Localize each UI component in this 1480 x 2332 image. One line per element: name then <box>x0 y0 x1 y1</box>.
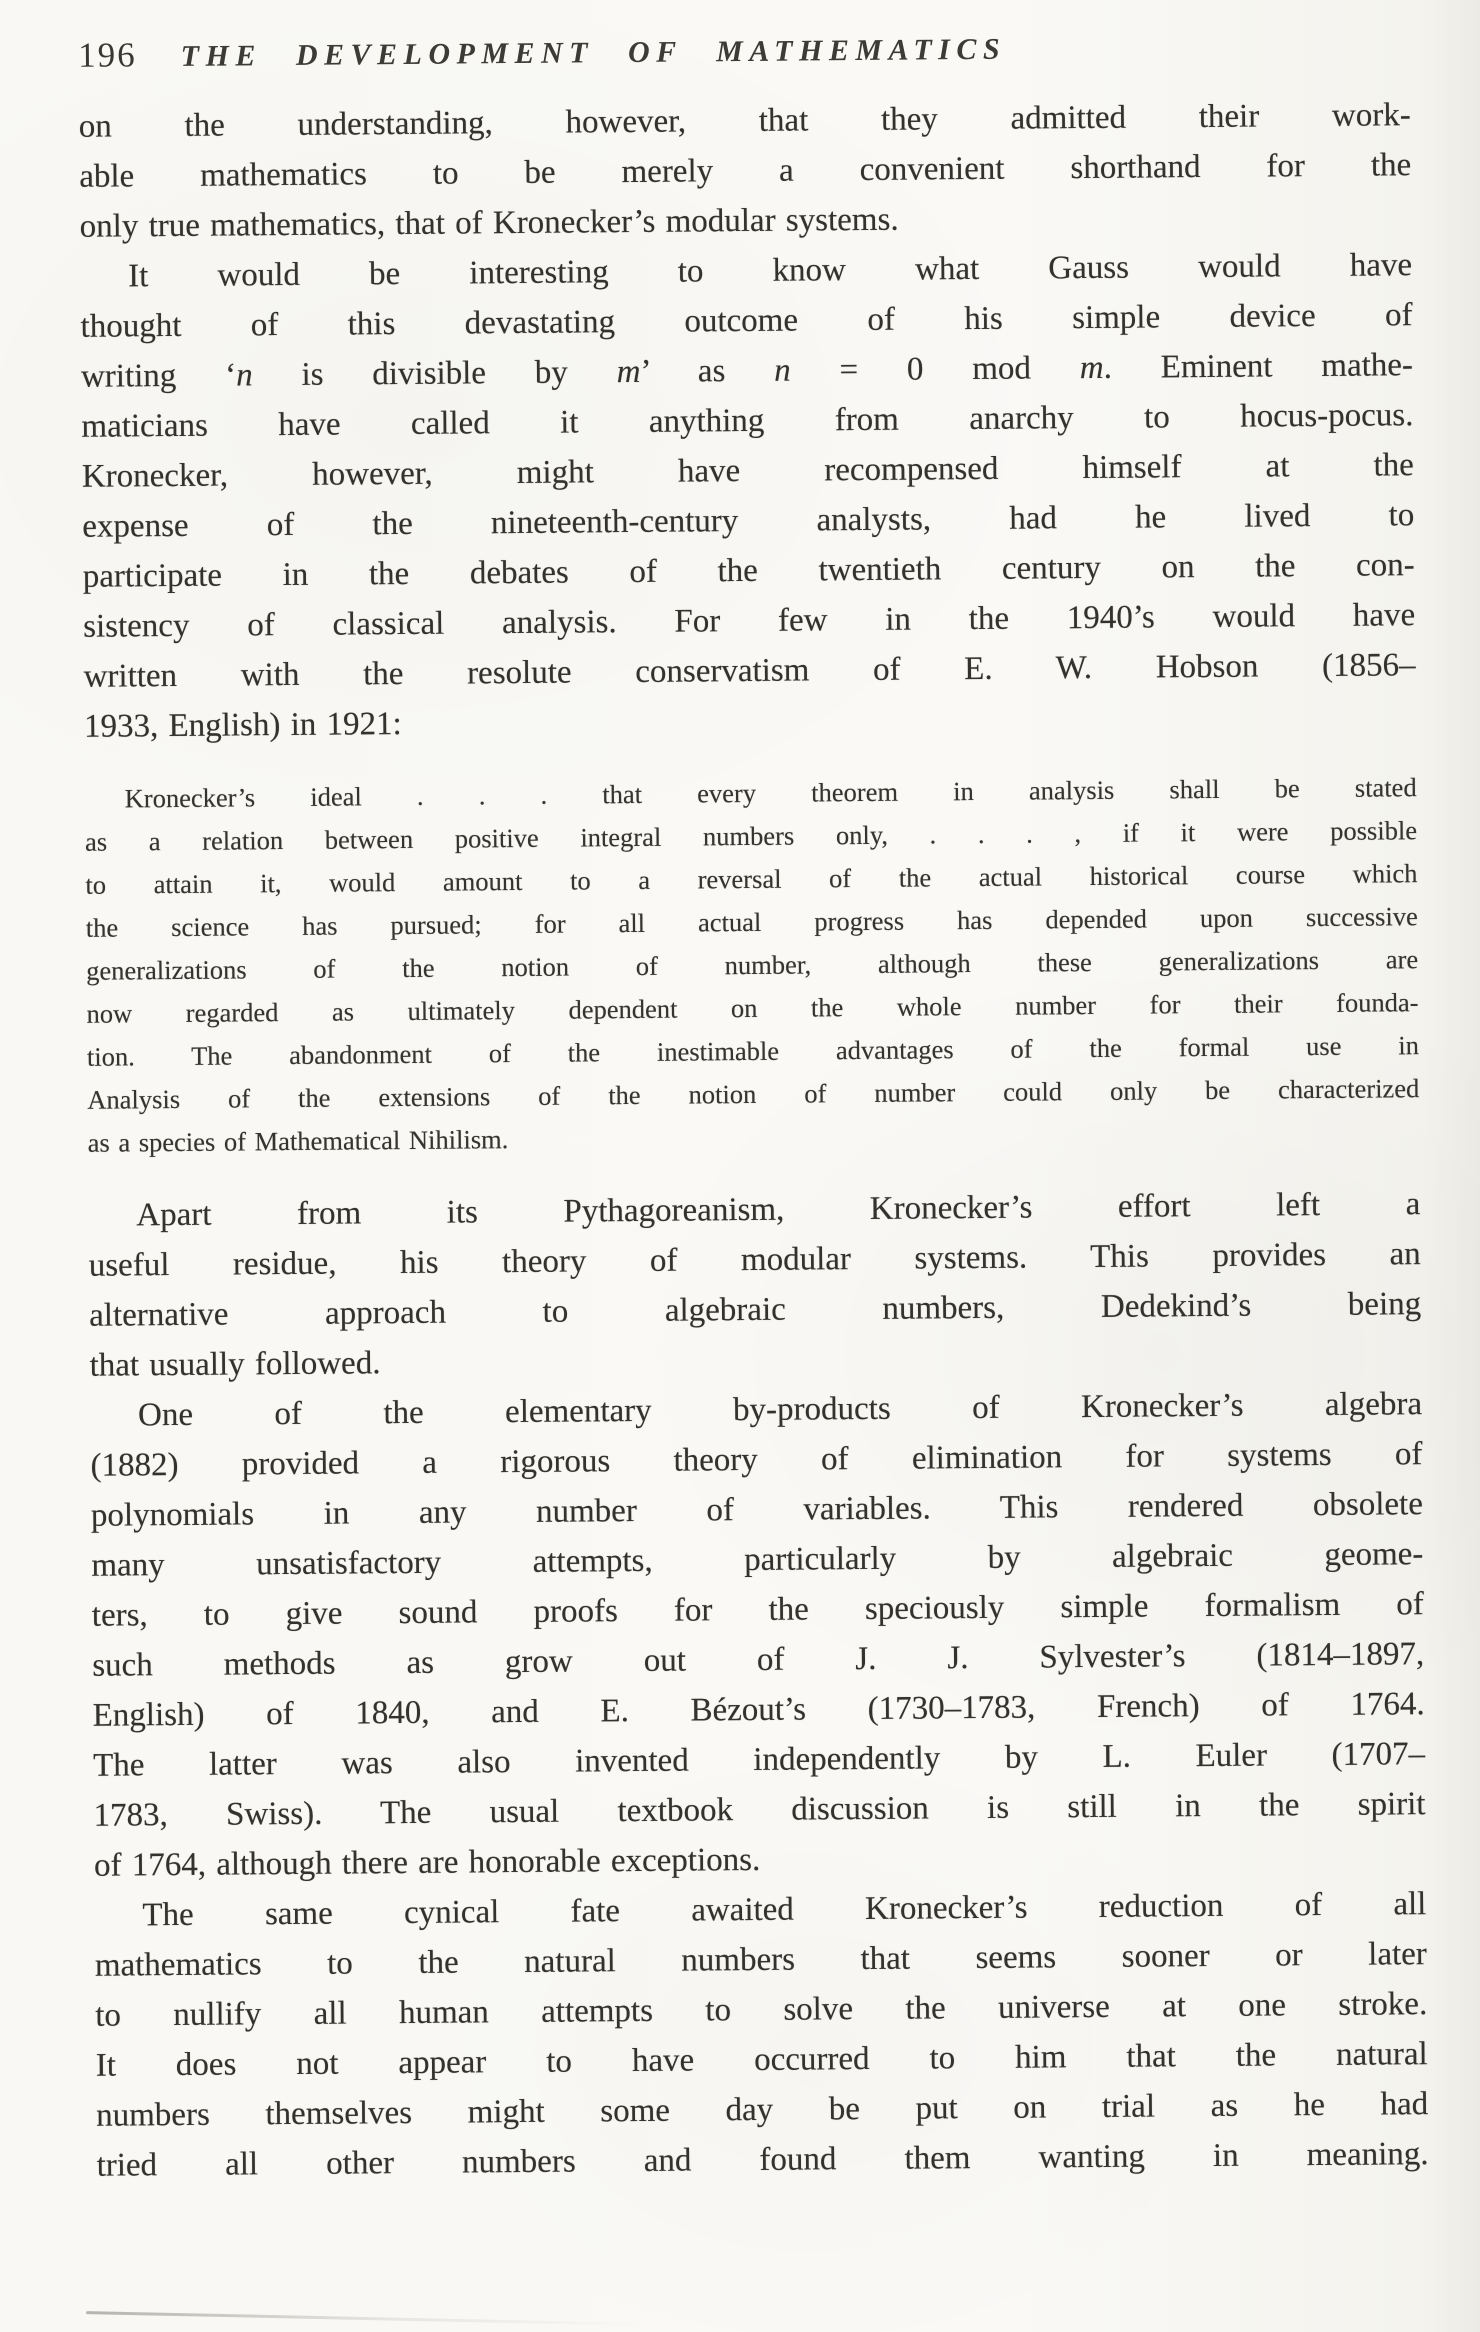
text-run: is divisible by <box>252 354 617 394</box>
blockquote-hobson <box>85 766 1420 1165</box>
paragraph-4 <box>90 1379 1426 1891</box>
page-number: 196 <box>78 35 137 75</box>
text-line: 1783, Swiss). The usual textbook discussion is still in the spirit <box>93 1786 1426 1834</box>
text-line: as a species of Mathematical Nihilism. <box>87 1124 509 1158</box>
text-line: many unsatisfactory attempts, particularly by algebraic geome- <box>91 1536 1424 1584</box>
text-line: to nullify all human attempts to solve the universe at one stroke. <box>95 1986 1428 2034</box>
text-run: = 0 mod <box>790 350 1080 389</box>
text-line: Analysis of the extensions of the notion of number could only be characterized <box>87 1073 1420 1115</box>
text-line: only true mathematics, that of Kronecker’s modular systems. <box>79 201 899 245</box>
body-text <box>79 90 1429 2191</box>
text-line: The same cynical fate awaited Kronecker’s reduction of all <box>142 1886 1427 1934</box>
text-line: to attain it, would amount to a reversal of the actual historical course which <box>85 858 1418 900</box>
text-line: the science has pursued; for all actual progress has depended upon successive <box>85 901 1418 943</box>
text-run: m <box>616 353 641 391</box>
text-run: . Eminent mathe- <box>1103 347 1414 386</box>
text-line: ters, to give sound proofs for the speciously simple formalism of <box>91 1586 1424 1634</box>
text-line: generalizations of the notion of number, although these generalizations are <box>86 944 1419 986</box>
text-run: ’ as <box>640 352 775 390</box>
paragraph-3 <box>88 1179 1422 1391</box>
text-line: numbers themselves might some day be put on trial as he had <box>96 2086 1429 2134</box>
text-line: that usually followed. <box>89 1345 381 1384</box>
text-run: writing ‘ <box>80 357 237 395</box>
text-line: participate in the debates of the twentieth century on the con- <box>82 547 1415 595</box>
text-run: n <box>774 352 791 389</box>
text-line: polynomials in any number of variables. This rendered obsolete <box>90 1486 1424 1534</box>
text-line: able mathematics to be merely a convenient shorthand for the <box>79 147 1412 195</box>
text-line: alternative approach to algebraic numbers, Dedekind’s being <box>89 1286 1422 1334</box>
text-line: English) of 1840, and E. Bézout’s (1730–1783, French) of 1764. <box>92 1686 1425 1734</box>
text-run: n <box>235 357 253 394</box>
running-title: THE DEVELOPMENT OF MATHEMATICS <box>180 32 1007 73</box>
page-header <box>78 24 1410 78</box>
text-line: It would be interesting to know what Gauss would have <box>127 247 1413 295</box>
text-line: tion. The abandonment of the inestimable advantages of the formal use in <box>86 1030 1420 1072</box>
text-line: mathematics to the natural numbers that seems sooner or later <box>94 1936 1427 1984</box>
text-line: thought of this devastating outcome of his simple device of <box>80 297 1413 345</box>
text-line: It does not appear to have occurred to him that the natural <box>95 2036 1428 2084</box>
text-run: m <box>1079 349 1104 387</box>
paragraph-5 <box>94 1879 1429 2191</box>
text-line: Kronecker, however, might have recompensed himself at the <box>81 447 1414 495</box>
text-line: 1933, English) in 1921: <box>83 706 402 745</box>
text-line: now regarded as ultimately dependent on the whole number for their founda- <box>86 987 1419 1029</box>
text-line: One of the elementary by-products of Kronecker’s algebra <box>137 1386 1423 1434</box>
text-line: (1882) provided a rigorous theory of elimination for systems of <box>90 1436 1423 1484</box>
text-line: The latter was also invented independently by L. Euler (1707– <box>92 1736 1426 1784</box>
page-content <box>78 24 1429 2191</box>
text-line: sistency of classical analysis. For few in the 1940’s would have <box>83 597 1416 645</box>
scan-edge-smudge <box>86 2311 646 2326</box>
paragraph-1 <box>79 90 1412 252</box>
paragraph-2 <box>80 240 1416 752</box>
text-line: such methods as grow out of J. J. Sylvester’s (1814–1897, <box>92 1636 1425 1684</box>
text-line: as a relation between positive integral numbers only, . . . , if it were possible <box>84 815 1418 857</box>
text-line: expense of the nineteenth-century analysts, had he lived to <box>82 497 1415 545</box>
text-line: on the understanding, however, that they admitted their work- <box>78 97 1411 145</box>
text-line: Kronecker’s ideal . . . that every theorem in analysis shall be stated <box>124 772 1417 814</box>
text-line: Apart from its Pythagoreanism, Kronecker’s effort left a <box>136 1186 1421 1234</box>
text-line: maticians have called it anything from anarchy to hocus-pocus. <box>81 397 1414 445</box>
text-line: of 1764, although there are honorable exceptions. <box>93 1841 761 1884</box>
text-line: tried all other numbers and found them wanting in meaning. <box>96 2136 1429 2184</box>
text-line: useful residue, his theory of modular systems. This provides an <box>88 1236 1421 1284</box>
text-line: written with the resolute conservatism of E. W. Hobson (1856– <box>83 647 1416 695</box>
